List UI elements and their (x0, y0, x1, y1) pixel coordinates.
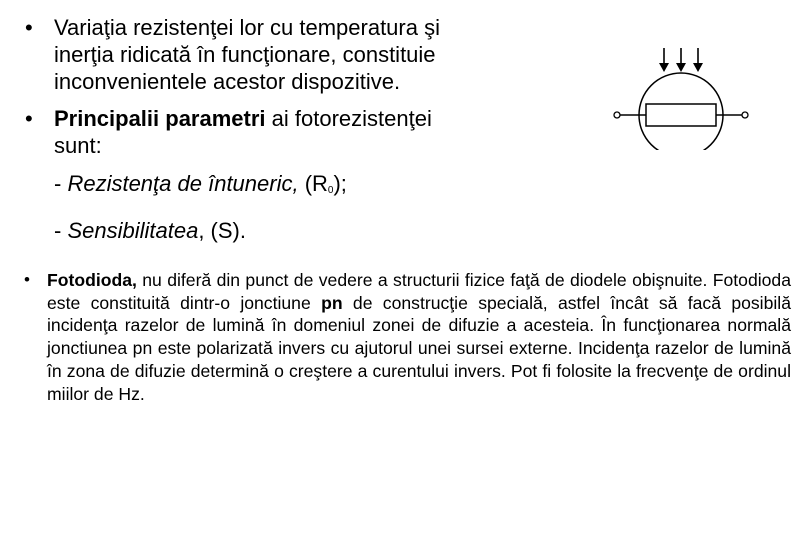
text-line: sunt: (54, 133, 102, 158)
text-line: inconvenientele acestor dispozitive. (54, 69, 401, 94)
subscript-zero: 0 (327, 185, 334, 196)
text-line: Variaţia rezistenţei lor cu temperatura şi (54, 15, 440, 40)
param-name: Sensibilitatea (67, 218, 199, 243)
bullet-dot: • (24, 270, 30, 289)
bullet-item-parameters (22, 105, 582, 159)
paragraph-text: de construcţie specială, astfel încât să facă posibilă incidenţa razelor de lumină în domeniul zonei de difuzie a acesteia. În funcţionarea normală jonctiunea pn este polarizată invers cu ajutorul unei sursei externe. Incidenţa razelor de lumină în zona de difuzie determină o creştere a curentului invers. Pot fi folosite la frecvenţe de ordinul miilor de Hz. (47, 292, 791, 404)
dash: - (54, 218, 68, 243)
parameters-heading: Principalii parametri (54, 106, 266, 131)
photodiode-term: Fotodioda, (47, 270, 137, 290)
bullet-dot: • (25, 15, 33, 40)
paragraph-text: nu diferă din punct de vedere a structurii fizice faţă de diodele obişnuite. Fotodioda este constituită dintr-o jonctiune (47, 270, 791, 313)
param-dark-resistance (22, 170, 582, 204)
text-line (54, 105, 582, 132)
param-name: Rezistenţa de întuneric, (67, 171, 299, 196)
parameters-text: ai fotorezistenţei (265, 106, 432, 131)
text-line: inerţia ridicată în funcţionare, constituie (54, 42, 436, 67)
param-symbol: , (S). (198, 218, 246, 243)
pn-term: pn (321, 292, 343, 313)
top-bullet-list (22, 14, 582, 244)
bullet-dot: • (25, 106, 33, 131)
dash: - (54, 171, 68, 196)
param-symbol: (R (298, 171, 328, 196)
photoresistor-symbol-icon (606, 40, 756, 150)
param-sensitivity (22, 217, 582, 244)
bullet-item-drawbacks (22, 14, 582, 95)
photodiode-paragraph (24, 269, 791, 405)
param-close: ); (333, 171, 347, 196)
